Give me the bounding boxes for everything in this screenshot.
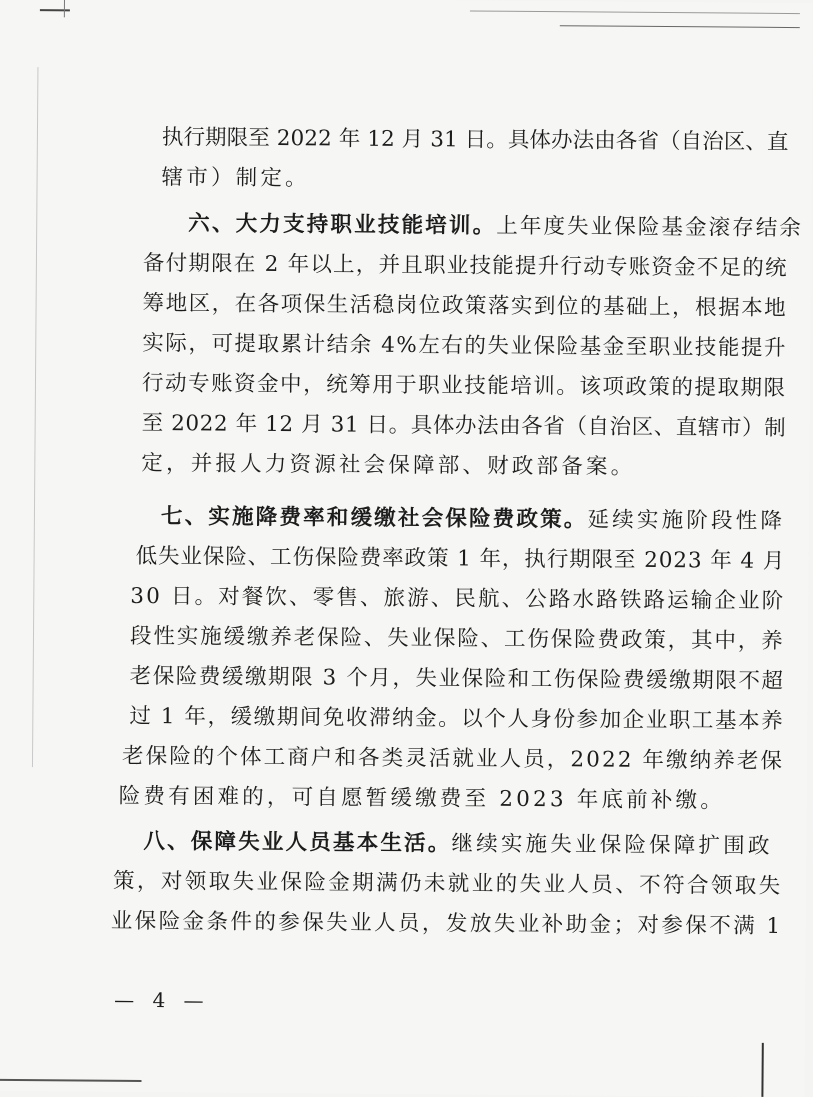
- section-heading: 七、实施降费率和缓缴社会保险费政策。: [160, 504, 588, 533]
- body-text: 业保险金条件的参保失业人员，发放失业补助金；对参保不满 1: [110, 908, 783, 939]
- text-line: [162, 124, 789, 157]
- body-text: 老保险的个体工商户和各类灵活就业人员，2022 年缴纳养老保: [121, 743, 785, 774]
- text-line: [129, 703, 784, 736]
- text-line: [142, 410, 787, 443]
- text-line: [130, 663, 785, 696]
- section-heading: 六、大力支持职业技能培训。: [188, 211, 497, 239]
- text-line: [130, 623, 785, 656]
- section-heading: 八、保障失业人员基本生活。: [143, 828, 452, 857]
- scan-mark-top-right: [470, 10, 800, 14]
- text-line: [141, 450, 635, 482]
- scan-mark-top-left-vertical: [64, 0, 65, 17]
- body-text: 过 1 年，缓缴期间免收滞纳金。以个人身份参加企业职工基本养: [129, 703, 785, 734]
- text-line: [161, 503, 785, 536]
- text-line: [136, 543, 786, 576]
- scan-mark-left-edge: [32, 67, 38, 767]
- text-line: [130, 583, 785, 616]
- text-line: [122, 743, 784, 776]
- body-text: 执行期限至 2022 年 12 月 31 日。具体办法由各省（自治区、直: [161, 125, 789, 156]
- body-text: 延续实施阶段性降: [587, 507, 786, 534]
- body-text: 30 日。对餐饮、零售、旅游、民航、公路水路铁路运输企业阶: [130, 583, 786, 614]
- body-text: 备付期限在 2 年以上，并且职业技能提升行动专账资金不足的统: [142, 250, 788, 282]
- body-text: 老保险费缓缴期限 3 个月，失业保险和工伤保险费缓缴期限不超: [129, 663, 785, 694]
- text-line: [142, 370, 787, 403]
- text-line: [143, 250, 788, 283]
- text-line: [188, 210, 803, 243]
- body-text: 实际，可提取累计结余 4%左右的失业保险基金至职业技能提升: [142, 330, 788, 361]
- text-line: [142, 290, 787, 323]
- text-line: [111, 908, 783, 941]
- body-text: 策，对领取失业保险金期满仍未就业的失业人员、不符合领取失: [112, 868, 783, 899]
- page-number: — 4 —: [114, 987, 210, 1013]
- body-text: 低失业保险、工伤保险费率政策 1 年，执行期限至 2023 年 4 月: [135, 543, 786, 574]
- body-text: 继续实施失业保险保障扩围政: [451, 831, 773, 859]
- text-line: [113, 868, 783, 901]
- body-text: 行动专账资金中，统筹用于职业技能培训。该项政策的提取期限: [141, 370, 787, 401]
- scan-mark-top-right-2: [560, 25, 800, 28]
- body-text: 险费有困难的，可自愿暂缓缴费至 2023 年底前补缴。: [118, 783, 726, 814]
- text-line: [161, 164, 309, 193]
- text-line: [143, 828, 772, 861]
- body-text: 段性实施缓缴养老保险、失业保险、工伤保险费政策，其中，养: [129, 623, 785, 654]
- scan-mark-top-left: [40, 9, 70, 11]
- text-line: [119, 783, 725, 816]
- body-text: 辖市）制定。: [161, 165, 310, 192]
- scan-mark-bottom-right: [761, 1043, 763, 1097]
- body-text: 定，并报人力资源社会保障部、财政部备案。: [141, 450, 636, 480]
- body-text: 至 2022 年 12 月 31 日。具体办法由各省（自治区、直辖市）制: [141, 410, 787, 441]
- body-text: 上年度失业保险基金滚存结余: [496, 213, 804, 242]
- scan-mark-bottom-left: [0, 1079, 142, 1082]
- body-text: 筹地区，在各项保生活稳岗位政策落实到位的基础上，根据本地: [142, 290, 788, 321]
- text-line: [142, 330, 787, 363]
